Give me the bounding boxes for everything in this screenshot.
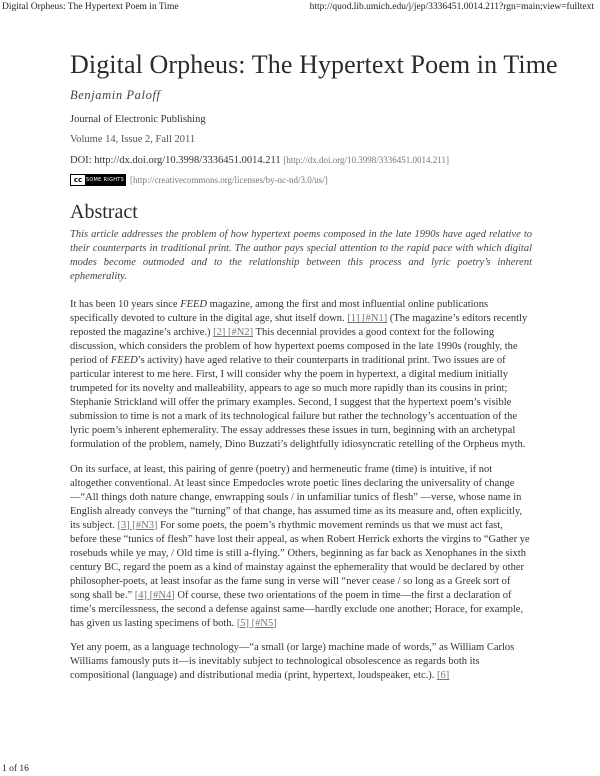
doi-line: [70, 153, 532, 168]
p1-feed-1: FEED: [180, 299, 208, 310]
cc-rights-text: SOME RIGHTS RESERVED: [85, 177, 125, 193]
body-paragraph-2: [70, 463, 532, 631]
body-paragraph-1: [70, 298, 532, 452]
print-header-url: http://quod.lib.umich.edu/j/jep/3336451.0014.211?rgn=main;view=fulltext: [309, 2, 594, 12]
footnote-link-6[interactable]: [6]: [436, 670, 450, 681]
footnote-link-3[interactable]: [3] [#N3]: [117, 519, 158, 531]
license-row: [70, 174, 532, 193]
article-title: Digital Orpheus: The Hypertext Poem in Time: [70, 50, 558, 79]
print-footer-page-count: 1 of 16: [2, 764, 29, 774]
volume-issue: Volume 14, Issue 2, Fall 2011: [70, 134, 196, 145]
footnote-link-4[interactable]: [4] [#N4]: [134, 589, 175, 601]
journal-name: Journal of Electronic Publishing: [70, 114, 206, 125]
footnote-link-5[interactable]: [5] [#N5]: [236, 617, 277, 629]
creative-commons-badge-icon[interactable]: [70, 174, 126, 193]
doi-text[interactable]: DOI: http://dx.doi.org/10.3998/3336451.0014.211: [70, 155, 281, 166]
p2-text-b: For some poets, the poem’s rhythmic movement reminds us that we must act fast, before these “tunics of flesh” have lost their appeal, as when Robert Herrick exhorts the virgins to “Gather ye rosebuds while ye may, / Old time is still a-flying.” Others, beginning as far back as Xenophanes in the sixth century BC, regard the poem as a kind of mainstay against the ephemerality that would be declared by other philosopher-poets, at least insofar as the fame sung in verse will “never cease / so long as a Greek sort of song shall be.”: [70, 519, 530, 601]
footnote-link-1[interactable]: [1] [#N1]: [347, 313, 388, 324]
p3-text-a: Yet any poem, as a language technology—“a small (or large) machine made of words,” as William Carlos Williams famously puts it—is inevitably subject to technological obsolescence as regards both its compositional (language) and distributional media (print, hypertext, loudspeaker, etc.).: [70, 642, 515, 681]
body-paragraph-3: [70, 641, 532, 683]
p2-text-a: On its surface, at least, this pairing of genre (poetry) and hermeneutic frame (time) is intuitive, if not altogether conventional. At least since Empedocles wrote poetic lines declaring the universality of change—“All things doth nature change, enwrapping souls / in unfamiliar tunics of flesh” —verse, whose name in English already conveys the “turning” of that change, has assumed time as its measure and, often explicitly, its subject.: [70, 463, 523, 531]
abstract-text: This article addresses the problem of how hypertext poems composed in the late 1990s have aged relative to their counterparts in traditional print. The author pays special attention to the rapid pace with which digital modes become outmoded and to the relationship between this process and lyric poetry’s inherent ephemerality.: [70, 229, 532, 282]
p2-text-c: Of course, these two orientations of the poem in time—the first a declaration of time’s mercilessness, the second a defense against same—hardly exclude one another; Horace, for example, has given us lasting specimens of both.: [70, 589, 524, 629]
article-author: Benjamin Paloff: [70, 88, 161, 102]
p1-feed-2: FEED: [110, 355, 138, 366]
abstract-heading: Abstract: [70, 201, 138, 223]
article-page: [70, 50, 558, 694]
p1-text-e: ’s activity) have aged relative to their counterparts in traditional print. Two issues are of particular interest to me here. First, I will consider why the poem in hypertext, a digital medium initially trumpeted for its novelty and malleability, appears to age so much more rapidly than its cousins in print; Stephanie Strickland will offer the primary examples. Second, I suggest that the hypertext poem’s visible submission to time is not a mark of its technological failure but rather the technology’s accentuation of the lyric poem’s inherent ephemerality. The essay addresses these issues in turn, beginning with an archetypal formulation of the problem, namely, Dino Buzzati’s delightfully idiosyncratic retelling of the Orpheus myth.: [70, 355, 526, 450]
cc-logo: cc: [71, 175, 85, 185]
doi-link[interactable]: [http://dx.doi.org/10.3998/3336451.0014.211]: [283, 155, 449, 165]
p1-text-a: It has been 10 years since: [70, 299, 181, 310]
footnote-link-2[interactable]: [2] [#N2]: [213, 327, 254, 338]
license-link[interactable]: [http://creativecommons.org/licenses/by-nc-nd/3.0/us/]: [130, 175, 328, 185]
p1-text-c: (The magazine’s editors recently reposted the magazine’s archive.): [70, 313, 528, 338]
p1-text-b: magazine, among the first and most influential online publications specifically devoted to culture in the digital age, shut itself down.: [70, 299, 489, 324]
p1-text-d: This decennial provides a good context for the following discussion, which considers the problem of how hypertext poems composed in the late 1990s (roughly, the period of: [70, 327, 518, 366]
print-header-title: Digital Orpheus: The Hypertext Poem in Time: [2, 2, 179, 12]
